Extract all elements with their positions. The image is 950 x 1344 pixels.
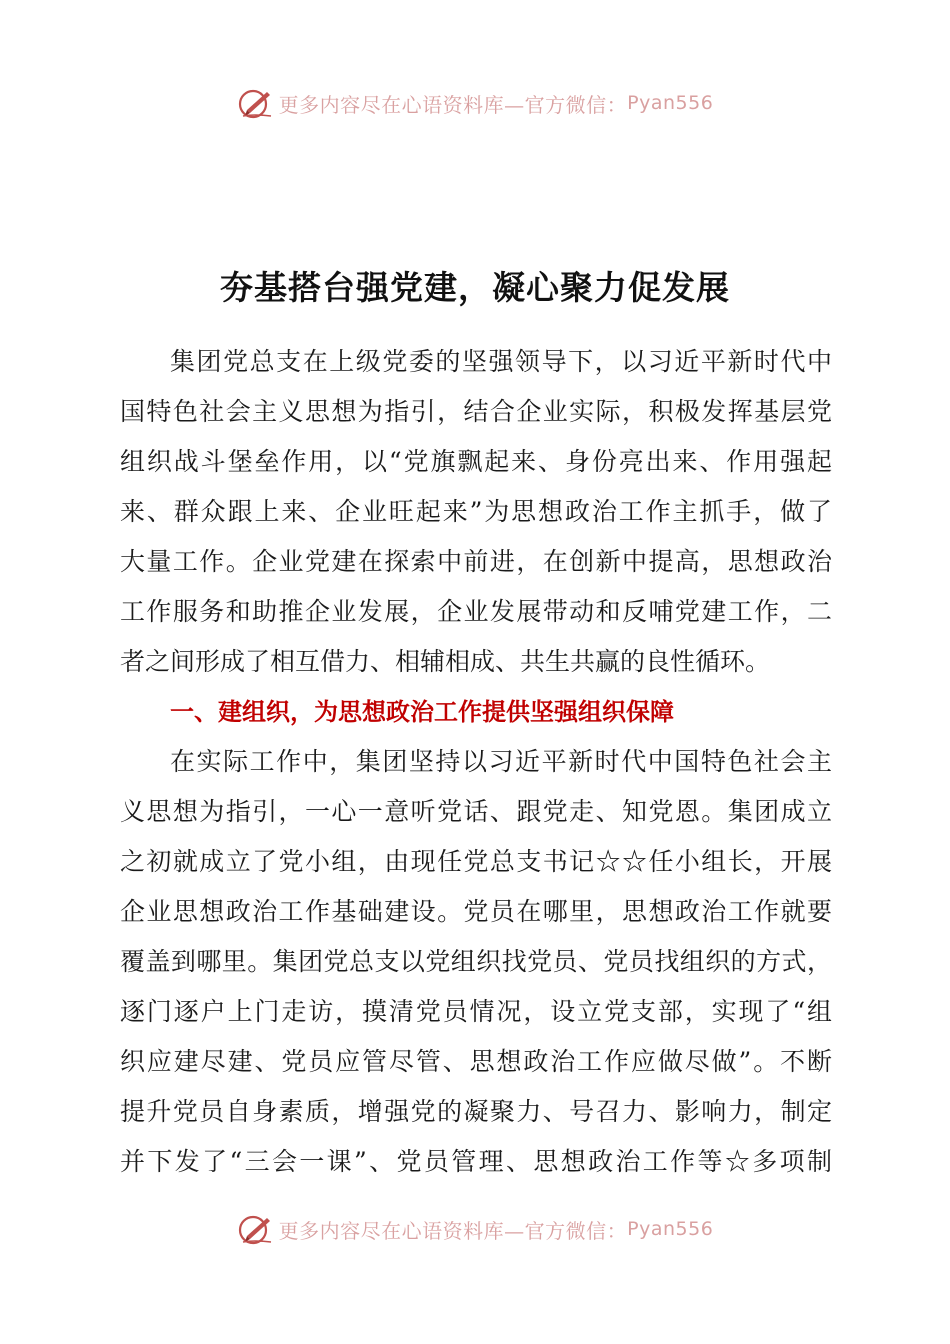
text-line: 提升党员自身素质，增强党的凝聚力、号召力、影响力，制定 (120, 1097, 832, 1126)
pen-logo-icon (237, 86, 275, 120)
text-line: 工作服务和助推企业发展，企业发展带动和反哺党建工作，二 (120, 597, 832, 626)
section-heading: 一、建组织，为思想政治工作提供坚强组织保障 (170, 698, 674, 726)
text-line: 集团党总支在上级党委的坚强领导下，以习近平新时代中 (170, 347, 832, 376)
text-line: 覆盖到哪里。集团党总支以党组织找党员、党员找组织的方式， (120, 947, 832, 976)
text-line: 织应建尽建、党员应管尽管、思想政治工作应做尽做”。不断 (120, 1047, 832, 1076)
document-title: 夯基搭台强党建，凝心聚力促发展 (220, 268, 730, 307)
text-line: 大量工作。企业党建在探索中前进，在创新中提高，思想政治 (120, 547, 832, 576)
watermark-footer (0, 1212, 950, 1246)
text-line: 在实际工作中，集团坚持以习近平新时代中国特色社会主 (170, 747, 832, 776)
text-line: 之初就成立了党小组，由现任党总支书记☆☆任小组长，开展 (120, 847, 832, 876)
text-line: 义思想为指引，一心一意听党话、跟党走、知党恩。集团成立 (120, 797, 832, 826)
watermark-account: Pyan556 (627, 92, 714, 114)
paragraph-intro (120, 337, 832, 687)
text-line: 国特色社会主义思想为指引，结合企业实际，积极发挥基层党 (120, 397, 832, 426)
watermark-text: 更多内容尽在心语资料库—官方微信： (278, 92, 628, 117)
pen-logo-icon (237, 1212, 275, 1246)
watermark-account: Pyan556 (627, 1218, 714, 1240)
text-line: 组织战斗堡垒作用，以“党旗飘起来、身份亮出来、作用强起 (120, 447, 832, 476)
watermark-text: 更多内容尽在心语资料库—官方微信： (278, 1218, 628, 1243)
text-line: 企业思想政治工作基础建设。党员在哪里，思想政治工作就要 (120, 897, 832, 926)
text-line: 逐门逐户上门走访，摸清党员情况，设立党支部，实现了“组 (120, 997, 832, 1026)
document-body (120, 337, 832, 1187)
paragraph-section1 (120, 737, 832, 1187)
text-line: 来、群众跟上来、企业旺起来”为思想政治工作主抓手，做了 (120, 497, 832, 526)
text-line: 者之间形成了相互借力、相辅相成、共生共赢的良性循环。 (120, 647, 771, 676)
watermark-header (0, 86, 950, 120)
text-line: 并下发了“三会一课”、党员管理、思想政治工作等☆多项制 (120, 1147, 832, 1176)
